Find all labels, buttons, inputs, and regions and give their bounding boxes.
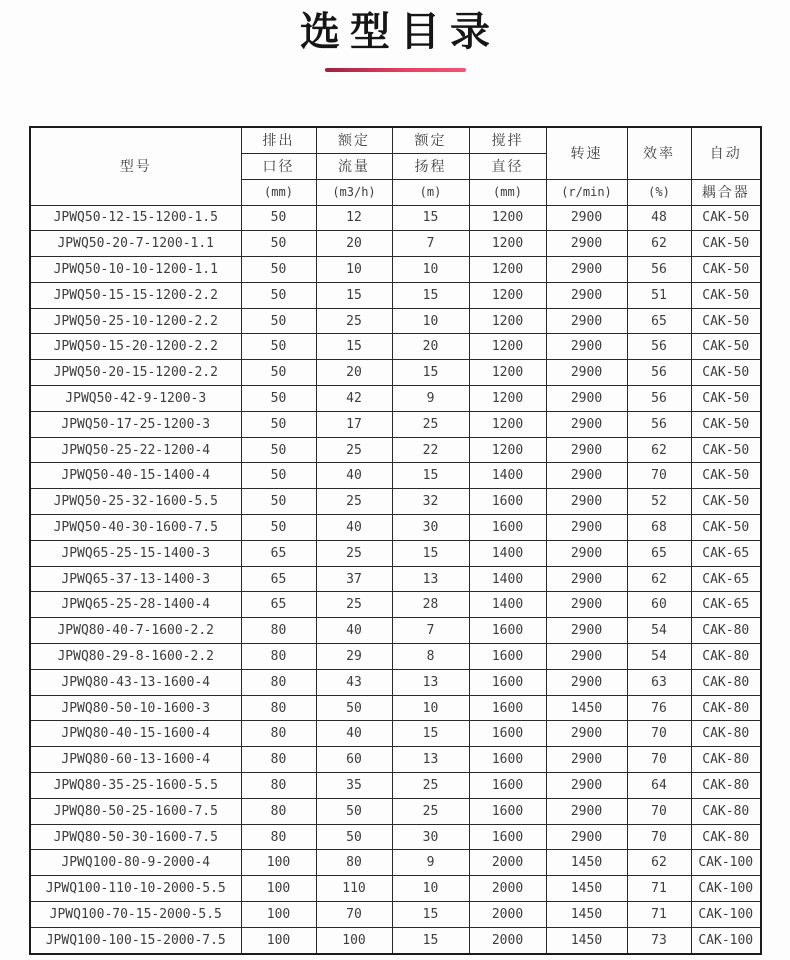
- value-cell: 13: [392, 566, 469, 592]
- value-cell: 1600: [469, 618, 546, 644]
- value-cell: 54: [627, 618, 691, 644]
- value-cell: 7: [392, 231, 469, 257]
- value-cell: 2900: [546, 308, 627, 334]
- value-cell: 2900: [546, 334, 627, 360]
- title-underline-decoration: [325, 68, 466, 72]
- value-cell: 1200: [469, 282, 546, 308]
- value-cell: 10: [392, 308, 469, 334]
- value-cell: CAK-100: [691, 902, 761, 928]
- model-cell: JPWQ80-50-30-1600-7.5: [30, 824, 241, 850]
- value-cell: 40: [316, 515, 392, 541]
- value-cell: CAK-80: [691, 721, 761, 747]
- value-cell: 50: [316, 824, 392, 850]
- model-cell: JPWQ50-15-15-1200-2.2: [30, 282, 241, 308]
- value-cell: CAK-50: [691, 515, 761, 541]
- value-cell: CAK-100: [691, 927, 761, 954]
- table-row: [30, 902, 761, 928]
- value-cell: CAK-80: [691, 773, 761, 799]
- value-cell: 2900: [546, 515, 627, 541]
- value-cell: CAK-80: [691, 669, 761, 695]
- table-row: [30, 540, 761, 566]
- value-cell: CAK-50: [691, 437, 761, 463]
- value-cell: 2000: [469, 927, 546, 954]
- header-flow-mid: 流量: [316, 153, 392, 179]
- unit-head: (m): [392, 179, 469, 205]
- table-row: [30, 386, 761, 412]
- value-cell: 2000: [469, 876, 546, 902]
- value-cell: 1600: [469, 721, 546, 747]
- value-cell: 50: [241, 411, 316, 437]
- value-cell: 50: [316, 798, 392, 824]
- value-cell: 2900: [546, 282, 627, 308]
- value-cell: 25: [392, 411, 469, 437]
- value-cell: 40: [316, 721, 392, 747]
- value-cell: 20: [392, 334, 469, 360]
- model-cell: JPWQ80-40-7-1600-2.2: [30, 618, 241, 644]
- model-cell: JPWQ80-35-25-1600-5.5: [30, 773, 241, 799]
- value-cell: CAK-65: [691, 566, 761, 592]
- model-cell: JPWQ50-25-22-1200-4: [30, 437, 241, 463]
- value-cell: 2900: [546, 540, 627, 566]
- value-cell: 56: [627, 386, 691, 412]
- value-cell: 2000: [469, 902, 546, 928]
- value-cell: 15: [392, 360, 469, 386]
- value-cell: 2900: [546, 618, 627, 644]
- header-row-1: [30, 127, 761, 153]
- value-cell: 15: [392, 205, 469, 231]
- value-cell: 50: [241, 386, 316, 412]
- model-cell: JPWQ80-29-8-1600-2.2: [30, 644, 241, 670]
- value-cell: 80: [241, 644, 316, 670]
- value-cell: 1400: [469, 592, 546, 618]
- header-head-top: 额定: [392, 127, 469, 153]
- value-cell: 30: [392, 824, 469, 850]
- value-cell: 50: [241, 308, 316, 334]
- value-cell: CAK-50: [691, 360, 761, 386]
- value-cell: 1400: [469, 463, 546, 489]
- selection-catalog-table-container: [29, 126, 762, 955]
- value-cell: 32: [392, 489, 469, 515]
- table-row: [30, 282, 761, 308]
- value-cell: 8: [392, 644, 469, 670]
- table-row: [30, 308, 761, 334]
- value-cell: 76: [627, 695, 691, 721]
- value-cell: 65: [627, 308, 691, 334]
- value-cell: 1200: [469, 231, 546, 257]
- unit-efficiency: (%): [627, 179, 691, 205]
- value-cell: 1400: [469, 566, 546, 592]
- value-cell: 70: [627, 824, 691, 850]
- value-cell: 1400: [469, 540, 546, 566]
- value-cell: 2000: [469, 850, 546, 876]
- model-cell: JPWQ100-110-10-2000-5.5: [30, 876, 241, 902]
- table-row: [30, 824, 761, 850]
- value-cell: 52: [627, 489, 691, 515]
- value-cell: 1600: [469, 798, 546, 824]
- value-cell: 1600: [469, 515, 546, 541]
- model-cell: JPWQ50-40-15-1400-4: [30, 463, 241, 489]
- value-cell: 37: [316, 566, 392, 592]
- value-cell: 1600: [469, 824, 546, 850]
- table-row: [30, 618, 761, 644]
- value-cell: CAK-50: [691, 411, 761, 437]
- value-cell: 10: [392, 695, 469, 721]
- value-cell: 80: [241, 773, 316, 799]
- model-cell: JPWQ65-37-13-1400-3: [30, 566, 241, 592]
- value-cell: 35: [316, 773, 392, 799]
- value-cell: 71: [627, 902, 691, 928]
- value-cell: 1600: [469, 695, 546, 721]
- value-cell: CAK-50: [691, 282, 761, 308]
- value-cell: 70: [627, 463, 691, 489]
- header-efficiency: 效率: [627, 127, 691, 179]
- value-cell: 64: [627, 773, 691, 799]
- value-cell: 2900: [546, 463, 627, 489]
- value-cell: 2900: [546, 437, 627, 463]
- value-cell: 51: [627, 282, 691, 308]
- value-cell: 70: [627, 798, 691, 824]
- value-cell: 100: [241, 850, 316, 876]
- value-cell: 50: [241, 489, 316, 515]
- value-cell: CAK-80: [691, 824, 761, 850]
- value-cell: 2900: [546, 489, 627, 515]
- value-cell: 1200: [469, 437, 546, 463]
- value-cell: 2900: [546, 798, 627, 824]
- value-cell: 1450: [546, 927, 627, 954]
- table-row: [30, 334, 761, 360]
- header-auto-coupler: 自动: [691, 127, 761, 179]
- table-header: [30, 127, 761, 205]
- value-cell: 20: [316, 360, 392, 386]
- value-cell: CAK-50: [691, 257, 761, 283]
- model-cell: JPWQ50-25-10-1200-2.2: [30, 308, 241, 334]
- value-cell: 17: [316, 411, 392, 437]
- value-cell: CAK-100: [691, 850, 761, 876]
- header-speed: 转速: [546, 127, 627, 179]
- table-row: [30, 773, 761, 799]
- value-cell: 100: [241, 927, 316, 954]
- value-cell: 1450: [546, 876, 627, 902]
- value-cell: 100: [241, 902, 316, 928]
- value-cell: 1450: [546, 850, 627, 876]
- value-cell: 25: [316, 489, 392, 515]
- value-cell: CAK-50: [691, 489, 761, 515]
- value-cell: 2900: [546, 566, 627, 592]
- model-cell: JPWQ50-20-15-1200-2.2: [30, 360, 241, 386]
- value-cell: 2900: [546, 747, 627, 773]
- value-cell: 80: [241, 747, 316, 773]
- value-cell: 2900: [546, 592, 627, 618]
- value-cell: 15: [392, 540, 469, 566]
- model-cell: JPWQ80-43-13-1600-4: [30, 669, 241, 695]
- model-cell: JPWQ50-10-10-1200-1.1: [30, 257, 241, 283]
- value-cell: 25: [316, 437, 392, 463]
- value-cell: CAK-50: [691, 231, 761, 257]
- value-cell: 15: [392, 902, 469, 928]
- value-cell: 50: [316, 695, 392, 721]
- value-cell: 56: [627, 360, 691, 386]
- value-cell: 50: [241, 360, 316, 386]
- value-cell: 80: [241, 798, 316, 824]
- value-cell: 50: [241, 437, 316, 463]
- value-cell: CAK-50: [691, 334, 761, 360]
- selection-catalog-table: [29, 126, 762, 955]
- value-cell: CAK-100: [691, 876, 761, 902]
- model-cell: JPWQ50-20-7-1200-1.1: [30, 231, 241, 257]
- value-cell: 2900: [546, 644, 627, 670]
- value-cell: 60: [627, 592, 691, 618]
- model-cell: JPWQ100-80-9-2000-4: [30, 850, 241, 876]
- value-cell: CAK-80: [691, 747, 761, 773]
- value-cell: 65: [241, 540, 316, 566]
- value-cell: CAK-50: [691, 386, 761, 412]
- model-cell: JPWQ80-50-10-1600-3: [30, 695, 241, 721]
- value-cell: 1200: [469, 308, 546, 334]
- value-cell: 80: [241, 669, 316, 695]
- value-cell: 22: [392, 437, 469, 463]
- model-cell: JPWQ50-40-30-1600-7.5: [30, 515, 241, 541]
- value-cell: 2900: [546, 721, 627, 747]
- value-cell: 30: [392, 515, 469, 541]
- value-cell: 7: [392, 618, 469, 644]
- table-row: [30, 360, 761, 386]
- value-cell: 20: [316, 231, 392, 257]
- value-cell: 50: [241, 205, 316, 231]
- table-body: [30, 205, 761, 954]
- model-cell: JPWQ50-12-15-1200-1.5: [30, 205, 241, 231]
- table-row: [30, 747, 761, 773]
- table-row: [30, 927, 761, 954]
- value-cell: 50: [241, 463, 316, 489]
- value-cell: 50: [241, 515, 316, 541]
- value-cell: 100: [241, 876, 316, 902]
- table-row: [30, 205, 761, 231]
- value-cell: 80: [316, 850, 392, 876]
- value-cell: 2900: [546, 257, 627, 283]
- value-cell: 10: [392, 257, 469, 283]
- header-discharge-top: 排出: [241, 127, 316, 153]
- value-cell: 40: [316, 463, 392, 489]
- value-cell: 1600: [469, 669, 546, 695]
- value-cell: 2900: [546, 360, 627, 386]
- value-cell: 1200: [469, 386, 546, 412]
- value-cell: CAK-50: [691, 463, 761, 489]
- table-row: [30, 231, 761, 257]
- value-cell: 50: [241, 282, 316, 308]
- value-cell: 2900: [546, 231, 627, 257]
- model-cell: JPWQ100-100-15-2000-7.5: [30, 927, 241, 954]
- value-cell: 13: [392, 669, 469, 695]
- value-cell: 100: [316, 927, 392, 954]
- table-row: [30, 515, 761, 541]
- header-mixing-top: 搅拌: [469, 127, 546, 153]
- value-cell: 25: [392, 773, 469, 799]
- model-cell: JPWQ50-17-25-1200-3: [30, 411, 241, 437]
- value-cell: 110: [316, 876, 392, 902]
- table-row: [30, 592, 761, 618]
- value-cell: 10: [392, 876, 469, 902]
- header-discharge-mid: 口径: [241, 153, 316, 179]
- unit-discharge: (mm): [241, 179, 316, 205]
- value-cell: 1600: [469, 644, 546, 670]
- model-cell: JPWQ50-42-9-1200-3: [30, 386, 241, 412]
- table-row: [30, 695, 761, 721]
- value-cell: 62: [627, 437, 691, 463]
- value-cell: 80: [241, 695, 316, 721]
- value-cell: 48: [627, 205, 691, 231]
- value-cell: 1450: [546, 695, 627, 721]
- header-mixing-mid: 直径: [469, 153, 546, 179]
- table-row: [30, 257, 761, 283]
- value-cell: 1200: [469, 411, 546, 437]
- value-cell: 56: [627, 334, 691, 360]
- value-cell: CAK-80: [691, 618, 761, 644]
- value-cell: 1600: [469, 747, 546, 773]
- model-cell: JPWQ65-25-28-1400-4: [30, 592, 241, 618]
- value-cell: 56: [627, 411, 691, 437]
- table-row: [30, 463, 761, 489]
- value-cell: 25: [316, 540, 392, 566]
- value-cell: 73: [627, 927, 691, 954]
- value-cell: CAK-50: [691, 308, 761, 334]
- value-cell: 25: [316, 308, 392, 334]
- value-cell: 80: [241, 824, 316, 850]
- value-cell: 1200: [469, 257, 546, 283]
- table-row: [30, 669, 761, 695]
- value-cell: 62: [627, 231, 691, 257]
- value-cell: 2900: [546, 773, 627, 799]
- unit-mixing: (mm): [469, 179, 546, 205]
- value-cell: 54: [627, 644, 691, 670]
- value-cell: 15: [392, 463, 469, 489]
- value-cell: 71: [627, 876, 691, 902]
- value-cell: 56: [627, 257, 691, 283]
- value-cell: 40: [316, 618, 392, 644]
- value-cell: 15: [392, 282, 469, 308]
- value-cell: CAK-65: [691, 592, 761, 618]
- table-row: [30, 411, 761, 437]
- value-cell: 80: [241, 721, 316, 747]
- model-cell: JPWQ65-25-15-1400-3: [30, 540, 241, 566]
- table-row: [30, 437, 761, 463]
- table-row: [30, 566, 761, 592]
- model-cell: JPWQ100-70-15-2000-5.5: [30, 902, 241, 928]
- header-head-mid: 扬程: [392, 153, 469, 179]
- table-row: [30, 876, 761, 902]
- value-cell: 1600: [469, 773, 546, 799]
- value-cell: 43: [316, 669, 392, 695]
- table-row: [30, 798, 761, 824]
- value-cell: 68: [627, 515, 691, 541]
- value-cell: 1200: [469, 334, 546, 360]
- value-cell: 70: [627, 747, 691, 773]
- value-cell: 50: [241, 231, 316, 257]
- value-cell: 65: [241, 592, 316, 618]
- value-cell: 63: [627, 669, 691, 695]
- table-row: [30, 644, 761, 670]
- page-title: 选型目录: [300, 9, 500, 55]
- value-cell: 15: [392, 721, 469, 747]
- value-cell: 1450: [546, 902, 627, 928]
- value-cell: 10: [316, 257, 392, 283]
- value-cell: 62: [627, 850, 691, 876]
- value-cell: 50: [241, 334, 316, 360]
- value-cell: 9: [392, 850, 469, 876]
- value-cell: 80: [241, 618, 316, 644]
- value-cell: 42: [316, 386, 392, 412]
- value-cell: 29: [316, 644, 392, 670]
- unit-flow: (m3/h): [316, 179, 392, 205]
- value-cell: 1600: [469, 489, 546, 515]
- model-cell: JPWQ80-40-15-1600-4: [30, 721, 241, 747]
- model-cell: JPWQ80-60-13-1600-4: [30, 747, 241, 773]
- value-cell: 1200: [469, 360, 546, 386]
- value-cell: 65: [241, 566, 316, 592]
- unit-speed: (r/min): [546, 179, 627, 205]
- header-flow-top: 额定: [316, 127, 392, 153]
- value-cell: 25: [392, 798, 469, 824]
- model-cell: JPWQ50-25-32-1600-5.5: [30, 489, 241, 515]
- value-cell: CAK-65: [691, 540, 761, 566]
- value-cell: 12: [316, 205, 392, 231]
- model-cell: JPWQ80-50-25-1600-7.5: [30, 798, 241, 824]
- value-cell: 13: [392, 747, 469, 773]
- unit-coupler: 耦合器: [691, 179, 761, 205]
- value-cell: 62: [627, 566, 691, 592]
- value-cell: 25: [316, 592, 392, 618]
- header-model: 型号: [30, 127, 241, 205]
- value-cell: 2900: [546, 669, 627, 695]
- value-cell: 70: [627, 721, 691, 747]
- table-row: [30, 489, 761, 515]
- value-cell: 50: [241, 257, 316, 283]
- table-row: [30, 721, 761, 747]
- value-cell: 1200: [469, 205, 546, 231]
- value-cell: 2900: [546, 824, 627, 850]
- value-cell: CAK-80: [691, 798, 761, 824]
- value-cell: 60: [316, 747, 392, 773]
- value-cell: 28: [392, 592, 469, 618]
- value-cell: CAK-80: [691, 695, 761, 721]
- value-cell: CAK-50: [691, 205, 761, 231]
- value-cell: 2900: [546, 205, 627, 231]
- value-cell: CAK-80: [691, 644, 761, 670]
- model-cell: JPWQ50-15-20-1200-2.2: [30, 334, 241, 360]
- value-cell: 65: [627, 540, 691, 566]
- value-cell: 15: [316, 334, 392, 360]
- value-cell: 2900: [546, 411, 627, 437]
- value-cell: 15: [316, 282, 392, 308]
- value-cell: 70: [316, 902, 392, 928]
- value-cell: 9: [392, 386, 469, 412]
- value-cell: 2900: [546, 386, 627, 412]
- table-row: [30, 850, 761, 876]
- value-cell: 15: [392, 927, 469, 954]
